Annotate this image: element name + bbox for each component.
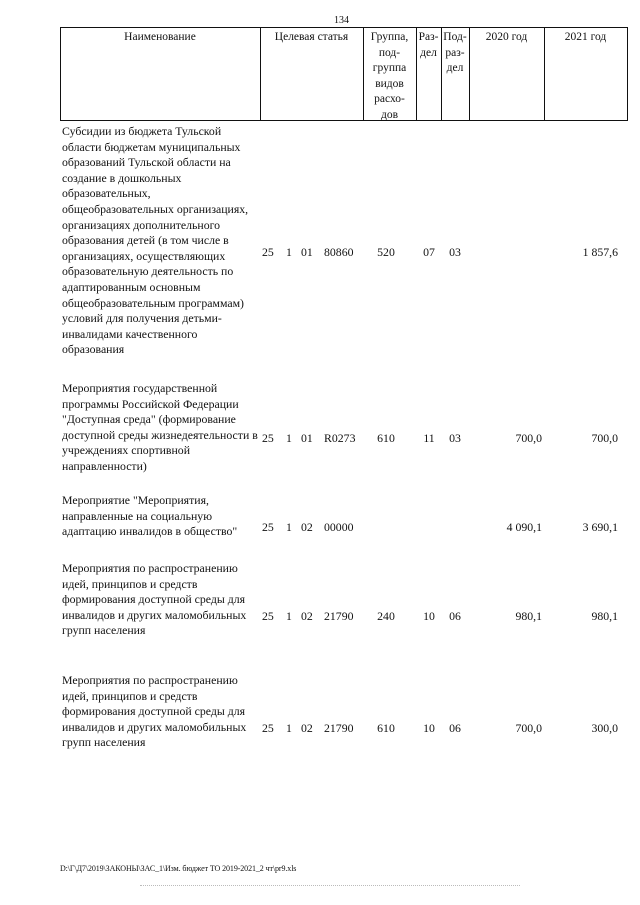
row-amount-2020: 700,0 [515,431,542,445]
footer-rule [140,885,520,886]
row-amount-2020: 980,1 [515,609,542,623]
row-amount-2021: 980,1 [591,609,618,623]
page-number: 134 [334,15,349,26]
row-name: Мероприятие "Мероприятия, направленные на социальную адаптацию инвалидов в общество" [62,493,238,539]
header-group [363,30,416,124]
row-main-event-code: 01 [301,431,313,445]
header-group-line: под- [378,46,401,59]
row-program-code: 25 [262,721,274,735]
row-main-event-code: 02 [301,721,313,735]
header-group-line: группа [372,62,407,75]
row-group-code: 610 [377,431,395,445]
row-name: Субсидии из бюджета Тульской области бюджетам муниципальных образований Тульской области на создание в дошкольных образовательных, общеобразовательных организациях, организациях дополнительного образования детей (в том числе в организациях, осуществляющих образовательную деятельность по адаптированным основным общеобразовательным программам) условий для получения детьми-инвалидами качественного образования [62,124,249,357]
table-row [60,673,628,753]
row-direction-code: 80860 [324,245,354,259]
header-bottom-border [60,120,628,121]
row-direction-code: 00000 [324,520,354,534]
header-section-line: дел [420,46,437,59]
row-name: Мероприятия по распространению идей, принципов и средств формирования доступной среды для инвалидов и других маломобильных групп населения [62,673,247,750]
header-subsection-line: раз- [445,46,465,59]
header-section [416,30,441,61]
header-divider [627,27,628,121]
header-section-line: Раз- [418,31,439,43]
row-name: Мероприятия по распространению идей, принципов и средств формирования доступной среды для инвалидов и других маломобильных групп населения [62,561,247,638]
row-section-code: 10 [423,721,435,735]
row-amount-2020: 4 090,1 [506,520,542,534]
row-section-code: 11 [423,431,435,445]
row-subsection-code: 06 [449,721,461,735]
header-year-2020: 2020 год [485,31,528,43]
header-subsection [441,30,469,77]
row-section-code: 10 [423,609,435,623]
row-main-event-code: 02 [301,609,313,623]
table-row [60,381,628,475]
row-amount-2021: 3 690,1 [582,520,618,534]
header-target-article: Целевая статья [274,31,349,43]
header-group-line: дов [380,108,399,121]
row-amount-2021: 1 857,6 [582,245,618,259]
row-program-code: 25 [262,245,274,259]
footer-file-path: D:\Г\Д7\2019\ЗАКОНЫ\ЗАС_1\Изм. бюджет ТО 2019-2021_2 чт\pr9.xls [60,864,297,873]
row-name: Мероприятия государственной программы Российской Федерации "Доступная среда" (формирование доступной среды жизнедеятельности в учреждениях спортивной направленности) [62,381,258,473]
row-section-code: 07 [423,245,435,259]
row-amount-2021: 300,0 [591,721,618,735]
row-program-code: 25 [262,609,274,623]
row-subsection-code: 03 [449,431,461,445]
header-group-line: Группа, [370,31,409,43]
row-direction-code: R0273 [324,431,356,445]
header-group-line: расхо- [374,93,405,106]
table-row [60,561,628,641]
header-subsection-line: Под- [443,31,467,43]
row-subprogram-code: 1 [286,245,292,259]
header-top-border [60,27,628,28]
row-subprogram-code: 1 [286,609,292,623]
row-subsection-code: 06 [449,609,461,623]
row-direction-code: 21790 [324,721,354,735]
header-year-2021: 2021 год [564,31,607,43]
row-group-code: 240 [377,609,395,623]
header-subsection-line: дел [446,62,464,75]
table-header [60,27,628,121]
row-group-code: 610 [377,721,395,735]
row-subsection-code: 03 [449,245,461,259]
row-group-code: 520 [377,245,395,259]
row-subprogram-code: 1 [286,520,292,534]
row-amount-2020: 700,0 [515,721,542,735]
row-main-event-code: 01 [301,245,313,259]
header-name: Наименование [124,31,196,43]
row-program-code: 25 [262,431,274,445]
row-direction-code: 21790 [324,609,354,623]
row-main-event-code: 02 [301,520,313,534]
header-group-line: видов [375,77,404,90]
table-row [60,493,628,541]
row-subprogram-code: 1 [286,721,292,735]
table-row [60,124,628,358]
row-program-code: 25 [262,520,274,534]
row-amount-2021: 700,0 [591,431,618,445]
row-subprogram-code: 1 [286,431,292,445]
